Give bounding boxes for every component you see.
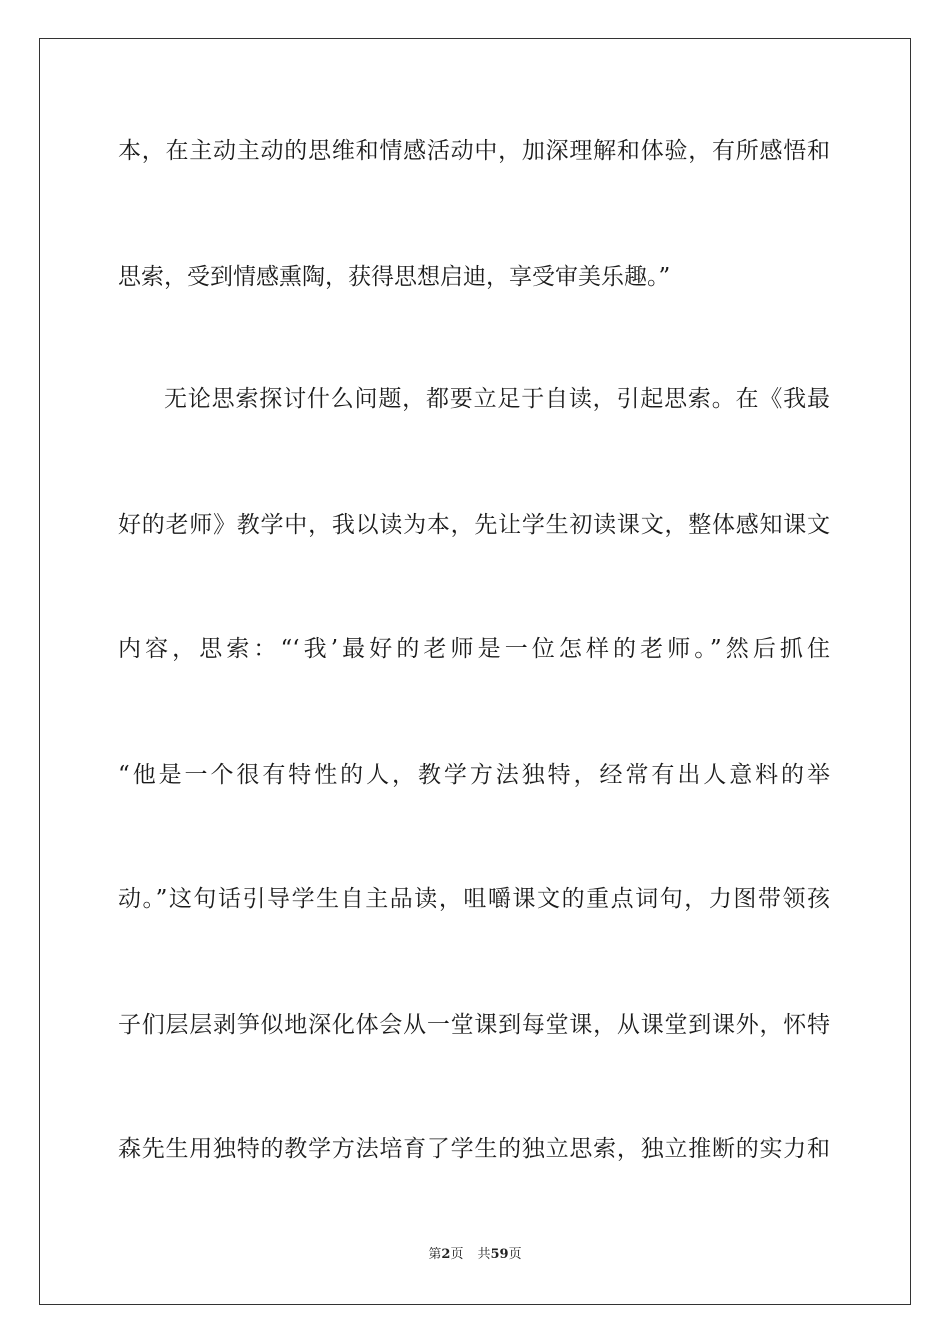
text-line-1: 本，在主动主动的思维和情感活动中，加深理解和体验，有所感悟和: [118, 138, 830, 164]
text-line-9: 森先生用独特的教学方法培育了学生的独立思索，独立推断的实力和: [118, 1136, 830, 1162]
text-line-4: 好的老师》教学中，我以读为本，先让学生初读课文，整体感知课文: [118, 512, 830, 538]
page-prefix: 第: [428, 1247, 442, 1262]
text-line-8: 子们层层剥笋似地深化体会从一堂课到每堂课，从课堂到课外，怀特: [118, 1012, 830, 1038]
text-line-3: 无论思索探讨什么问题，都要立足于自读，引起思索。在《我最: [164, 386, 830, 412]
total-prefix: 共: [477, 1247, 491, 1262]
page-footer: [0, 1246, 950, 1264]
page-border: [39, 38, 911, 1305]
total-pages: 59: [490, 1247, 509, 1262]
page-number: 2: [441, 1247, 451, 1262]
text-line-6: “他是一个很有特性的人，教学方法独特，经常有出人意料的举: [118, 762, 830, 788]
text-line-7: 动。”这句话引导学生自主品读，咀嚼课文的重点词句，力图带领孩: [118, 886, 830, 912]
text-line-5: 内容，思索：“‘我’最好的老师是一位怎样的老师。”然后抓住: [118, 636, 830, 662]
total-suffix: 页: [508, 1247, 522, 1262]
text-line-2: 思索，受到情感熏陶，获得思想启迪，享受审美乐趣。”: [118, 264, 671, 290]
page-suffix: 页: [450, 1247, 464, 1262]
